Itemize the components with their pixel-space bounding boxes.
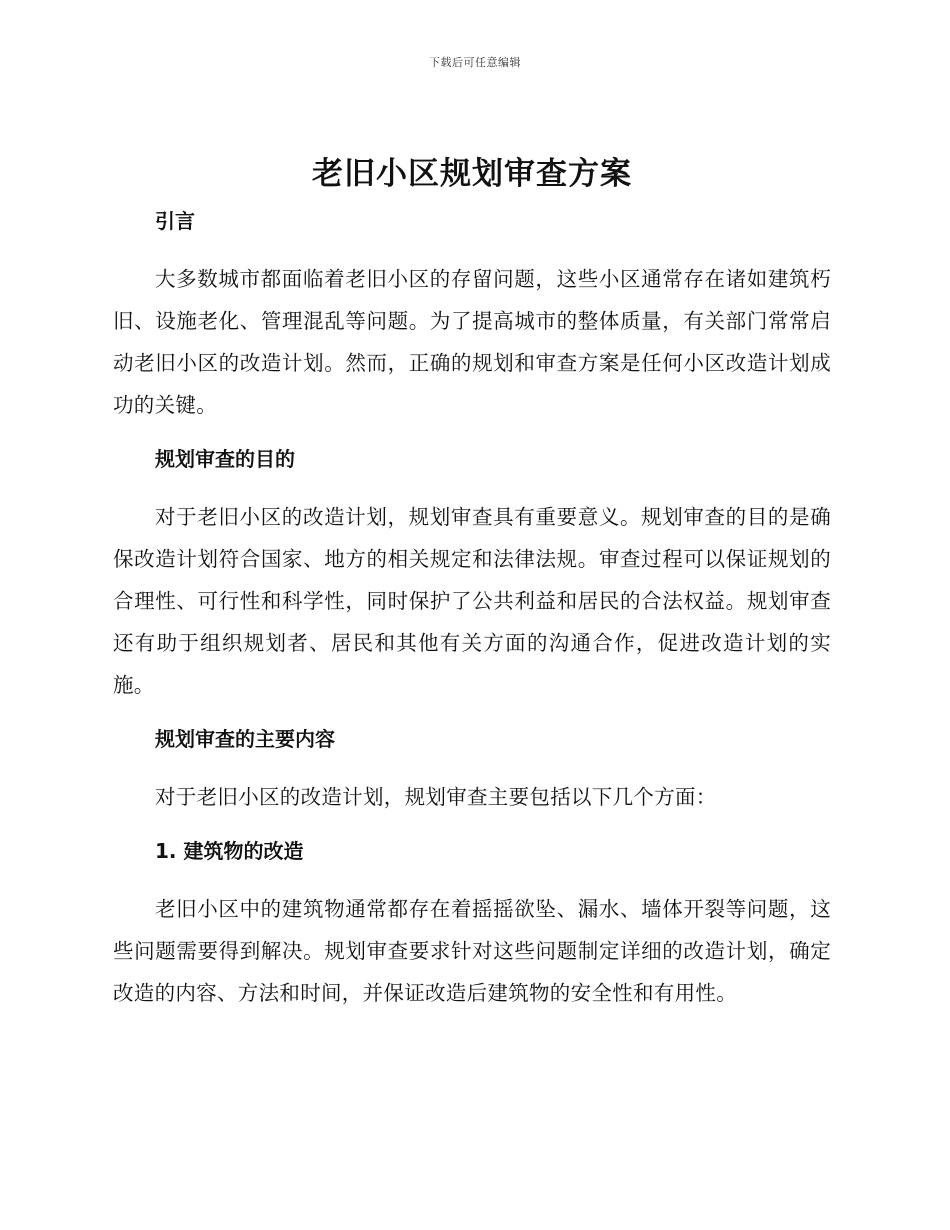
spacer bbox=[113, 474, 831, 496]
document-body bbox=[113, 148, 831, 1014]
spacer bbox=[113, 818, 831, 836]
spacer bbox=[113, 706, 831, 724]
document-title: 老旧小区规划审查方案 bbox=[312, 156, 632, 192]
section-heading-purpose: 规划审查的目的 bbox=[155, 447, 295, 471]
section-heading-building-renovation: 1. 建筑物的改造 bbox=[155, 839, 304, 863]
paragraph-main-content: 对于老旧小区的改造计划，规划审查主要包括以下几个方面： bbox=[155, 785, 717, 809]
spacer bbox=[113, 866, 831, 888]
paragraph-introduction: 大多数城市都面临着老旧小区的存留问题，这些小区通常存在诸如建筑朽旧、设施老化、管理混乱等问题。为了提高城市的整体质量，有关部门常常启动老旧小区的改造计划。然而，正确的规划和审查方案是任何小区改造计划成功的关键。 bbox=[113, 267, 831, 417]
section-heading-main-content: 规划审查的主要内容 bbox=[155, 727, 335, 751]
spacer bbox=[113, 236, 831, 258]
spacer bbox=[113, 754, 831, 776]
spacer bbox=[113, 426, 831, 444]
section-heading-introduction: 引言 bbox=[155, 209, 195, 233]
page-header-note: 下载后可任意编辑 bbox=[429, 56, 521, 69]
paragraph-purpose: 对于老旧小区的改造计划，规划审查具有重要意义。规划审查的目的是确保改造计划符合国家、地方的相关规定和法律法规。审查过程可以保证规划的合理性、可行性和科学性，同时保护了公共利益和居民的合法权益。规划审查还有助于组织规划者、居民和其他有关方面的沟通合作，促进改造计划的实施。 bbox=[113, 505, 831, 697]
paragraph-building-renovation: 老旧小区中的建筑物通常都存在着摇摇欲坠、漏水、墙体开裂等问题，这些问题需要得到解决。规划审查要求针对这些问题制定详细的改造计划，确定改造的内容、方法和时间，并保证改造后建筑物的安全性和有用性。 bbox=[113, 897, 831, 1005]
